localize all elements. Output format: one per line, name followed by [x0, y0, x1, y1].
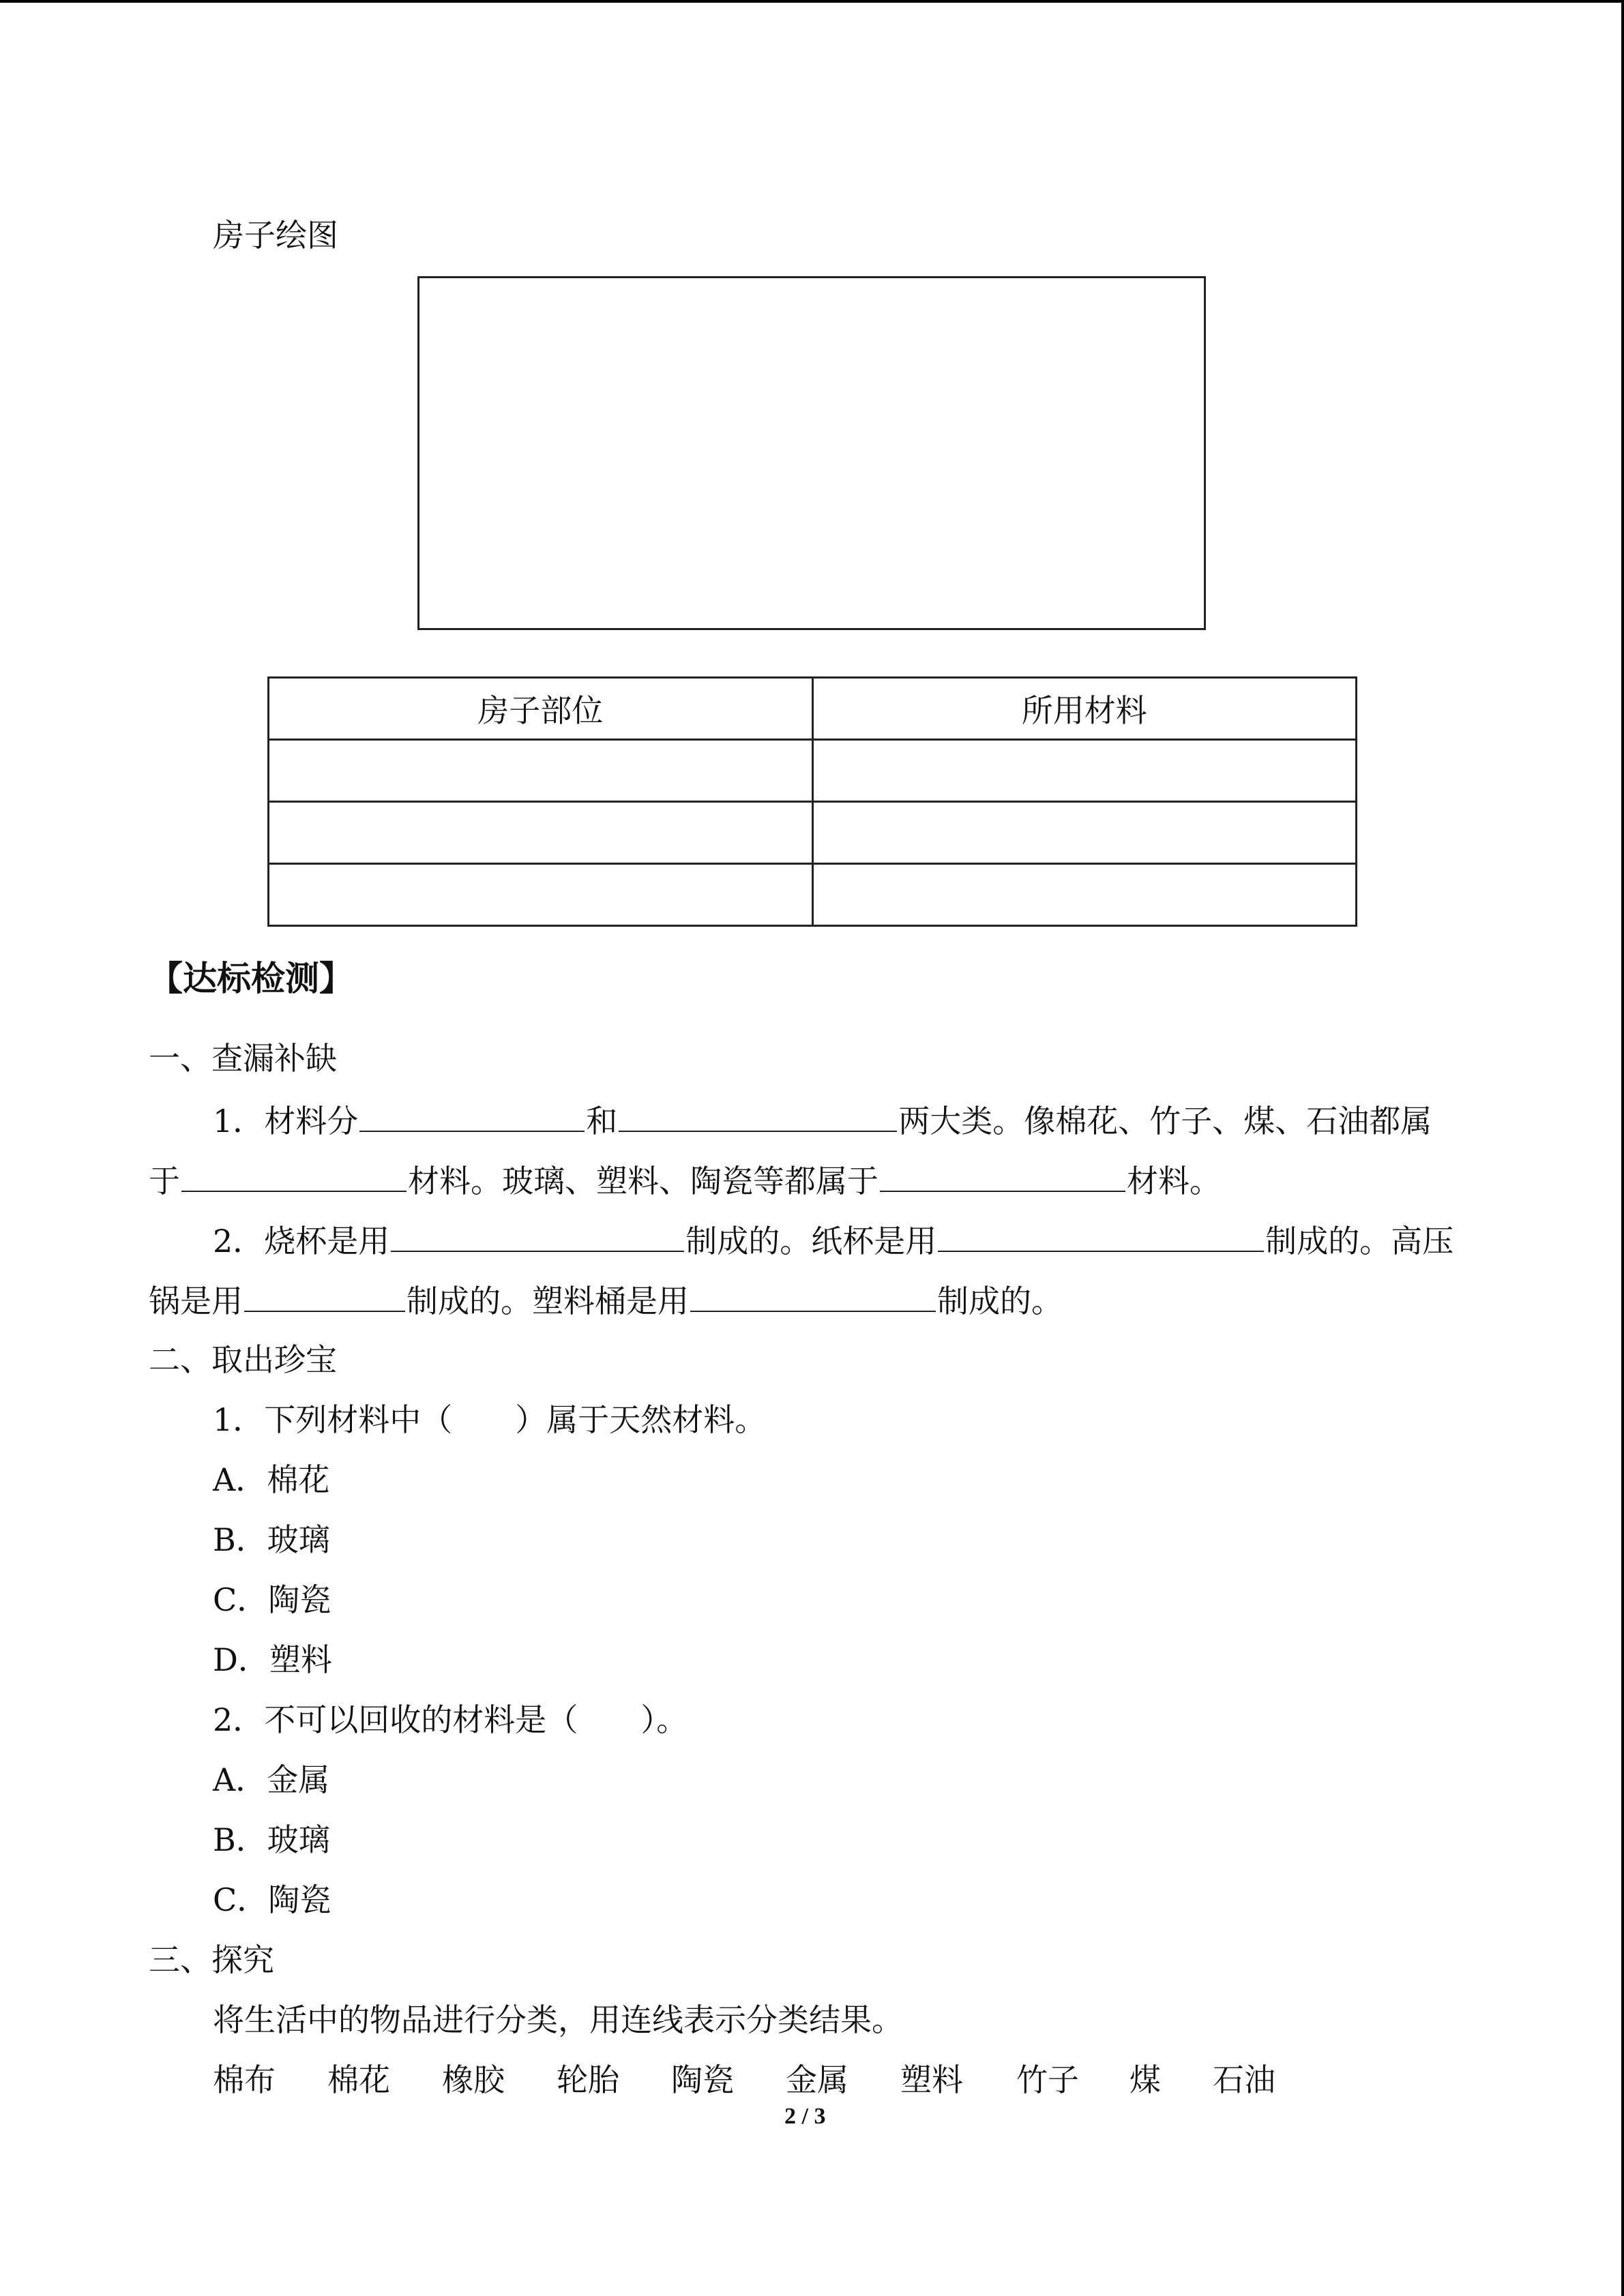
q1-text-c: 两大类。像棉花、竹子、煤、石油都属 [898, 1103, 1432, 1139]
q1-text-d: 于 [149, 1163, 180, 1199]
part2-q2-option-b[interactable]: B．玻璃 [213, 1821, 330, 1858]
part1-q2-line1 [213, 1219, 1453, 1262]
item-bamboo[interactable]: 竹子 [1016, 2061, 1079, 2098]
drawing-box[interactable] [417, 276, 1206, 630]
table-row [269, 864, 1357, 926]
q2-blank-4[interactable] [690, 1279, 936, 1312]
part2-title: 二、取出珍宝 [149, 1341, 337, 1378]
part2-q2-option-c[interactable]: C．陶瓷 [213, 1881, 331, 1918]
part2-q1-option-d[interactable]: D．塑料 [213, 1641, 332, 1678]
item-metal[interactable]: 金属 [786, 2061, 848, 2098]
item-cotton[interactable]: 棉花 [327, 2061, 390, 2098]
part2-q1-option-c[interactable]: C．陶瓷 [213, 1581, 331, 1618]
q2-blank-1[interactable] [391, 1219, 684, 1252]
part2-q1-option-a[interactable]: A．棉花 [213, 1461, 330, 1498]
q2-text-b: 制成的。纸杯是用 [685, 1223, 937, 1259]
part3-title: 三、探究 [149, 1941, 274, 1978]
drawing-label: 房子绘图 [213, 217, 338, 254]
part2-q2-option-a[interactable]: A．金属 [213, 1761, 330, 1798]
q2-text-f: 制成的。 [937, 1283, 1063, 1320]
part1-title: 一、查漏补缺 [149, 1040, 337, 1077]
q1-text-b: 和 [586, 1103, 618, 1139]
table-cell[interactable] [812, 802, 1357, 864]
q2-text-c: 制成的。高压 [1265, 1223, 1454, 1259]
item-cotton-cloth[interactable]: 棉布 [213, 2061, 276, 2098]
item-oil[interactable]: 石油 [1213, 2061, 1275, 2098]
q1-text-f: 材料。 [1127, 1163, 1221, 1199]
page-right-border [1621, 0, 1624, 2296]
section-title: 【达标检测】 [149, 958, 353, 998]
q1-text-a: 1．材料分 [213, 1103, 359, 1139]
q1-blank-4[interactable] [880, 1159, 1125, 1192]
q2-text-d: 锅是用 [149, 1283, 243, 1320]
item-ceramic[interactable]: 陶瓷 [671, 2061, 734, 2098]
q2-text-a: 2．烧杯是用 [213, 1223, 390, 1259]
q1-blank-3[interactable] [181, 1159, 407, 1192]
q1-text-e: 材料。玻璃、塑料、陶瓷等都属于 [408, 1163, 879, 1199]
q2-blank-2[interactable] [938, 1219, 1264, 1252]
table-row [269, 740, 1357, 802]
table-cell[interactable] [269, 864, 813, 926]
house-material-table [267, 676, 1357, 927]
part1-q1-line2 [149, 1159, 1221, 1202]
part2-q2-stem: 2．不可以回收的材料是（ ）。 [213, 1701, 688, 1738]
page-number: 2 / 3 [784, 2104, 826, 2129]
table-cell[interactable] [269, 802, 813, 864]
q1-blank-1[interactable] [359, 1099, 585, 1132]
table-header-part: 房子部位 [269, 678, 813, 740]
part1-q1-line1 [213, 1099, 1432, 1142]
table-cell[interactable] [812, 740, 1357, 802]
table-row [269, 802, 1357, 864]
table-header-material: 所用材料 [812, 678, 1357, 740]
part2-q1-option-b[interactable]: B．玻璃 [213, 1521, 330, 1558]
table-header-row [269, 678, 1357, 740]
item-coal[interactable]: 煤 [1130, 2061, 1161, 2098]
q2-blank-3[interactable] [244, 1279, 405, 1312]
item-rubber[interactable]: 橡胶 [442, 2061, 505, 2098]
table-cell[interactable] [269, 740, 813, 802]
part2-q1-stem: 1．下列材料中（ ）属于天然材料。 [213, 1401, 767, 1438]
table-cell[interactable] [812, 864, 1357, 926]
item-tire[interactable]: 轮胎 [557, 2061, 619, 2098]
part3-instruction: 将生活中的物品进行分类，用连线表示分类结果。 [213, 2001, 903, 2038]
page-top-border [0, 0, 1624, 3]
q1-blank-2[interactable] [619, 1099, 897, 1132]
q2-text-e: 制成的。塑料桶是用 [407, 1283, 689, 1320]
part1-q2-line2 [149, 1279, 1063, 1322]
item-plastic[interactable]: 塑料 [900, 2061, 963, 2098]
